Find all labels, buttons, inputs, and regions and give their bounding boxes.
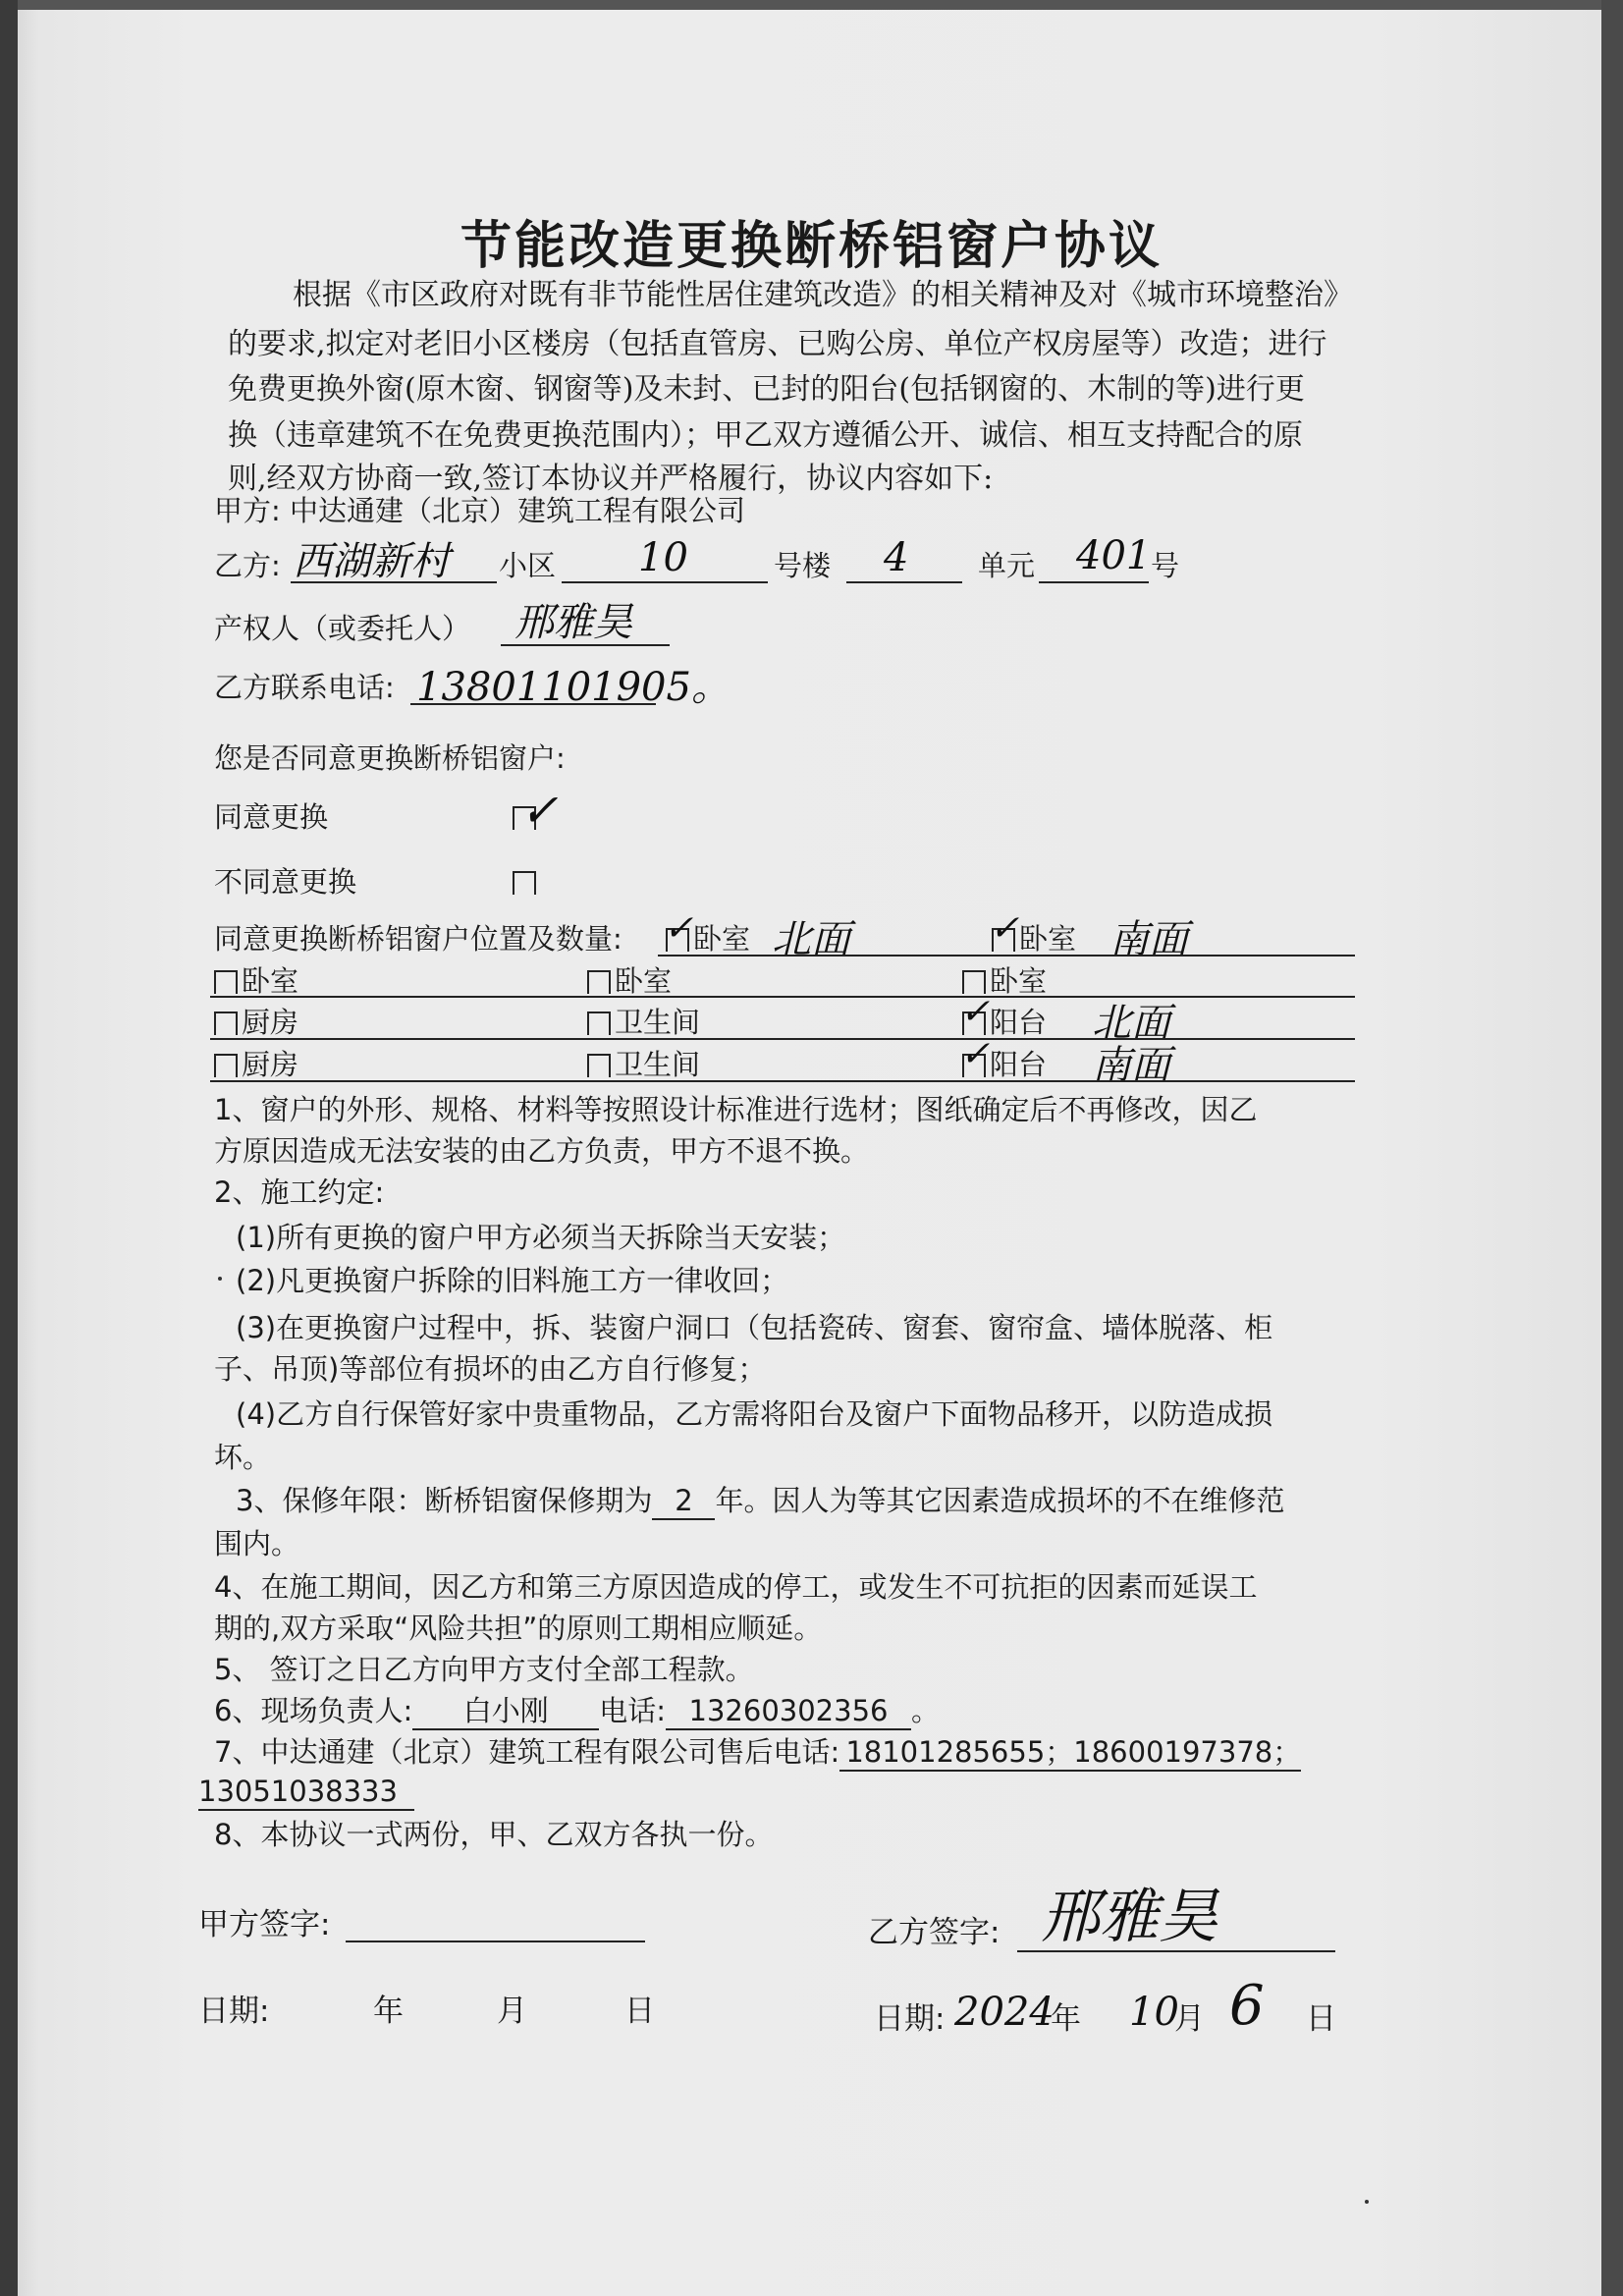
clause-3-suffix: 年。因人为等其它因素造成损坏的不在维修范 (715, 1484, 1285, 1517)
position-bedroom-south-label: 卧室 (1019, 922, 1077, 956)
position-row4-kitchen (214, 1047, 298, 1082)
unit-suffix: 单元 (978, 549, 1036, 582)
position-row4-bathroom-label: 卫生间 (615, 1048, 701, 1081)
after-sales-phone-3 (198, 1774, 414, 1811)
disagree-checkbox (513, 864, 540, 900)
clause-6-phone-label: 电话: (599, 1694, 667, 1727)
clause-1-line-1: 1、窗户的外形、规格、材料等按照设计标准进行选材；图纸确定后不再修改，因乙 (214, 1093, 1258, 1126)
position-row2-bedroom-3-label: 卧室 (990, 964, 1048, 998)
positions-label: 同意更换断桥铝窗户位置及数量: (214, 922, 622, 956)
position-row4-bathroom (587, 1047, 700, 1082)
phone-underline (410, 703, 656, 705)
community-underline (291, 581, 497, 583)
after-sales-phones: 18101285655；18600197378； (839, 1734, 1301, 1772)
intro-line-1: 根据《市区政府对既有非节能性居住建筑改造》的相关精神及对《城市环境整治》 (293, 278, 1353, 312)
position-bedroom-south-note: 南面 (1109, 917, 1188, 962)
position-row3-kitchen (214, 1005, 298, 1040)
clause-2-item-1: (1)所有更换的窗户甲方必须当天拆除当天安装； (236, 1221, 846, 1254)
clause-3-line-1 (236, 1483, 1284, 1520)
agree-question: 您是否同意更换断桥铝窗户: (214, 741, 566, 775)
owner-signature: 邢雅昊 (514, 600, 632, 645)
position-row2-bedroom-1 (214, 963, 298, 999)
scan-speck (1365, 2200, 1369, 2204)
scan-edge-right (1601, 0, 1623, 2296)
party-b-month-value: 10 (1129, 1990, 1179, 2035)
position-row3-kitchen-label: 厨房 (242, 1006, 299, 1039)
community-suffix: 小区 (499, 549, 557, 582)
building-suffix: 号楼 (774, 549, 832, 582)
position-row3-balcony-label: 阳台 (990, 1006, 1048, 1039)
party-a-year: 年 (373, 1994, 404, 2029)
party-b-unit: 4 (884, 535, 909, 580)
clause-4-line-1: 4、在施工期间，因乙方和第三方原因造成的停工，或发生不可抗拒的因素而延误工 (214, 1570, 1258, 1604)
clause-3-line-2: 围内。 (214, 1527, 300, 1560)
clause-1-line-2: 方原因造成无法安装的由乙方负责，甲方不退不换。 (214, 1134, 870, 1168)
phone-label: 乙方联系电话: (214, 671, 395, 704)
building-underline (562, 581, 768, 583)
position-row3-bathroom (587, 1005, 700, 1040)
scan-speck (218, 1277, 222, 1281)
party-a-sign-line (346, 1941, 645, 1942)
clause-6 (214, 1693, 940, 1730)
warranty-years: 2 (652, 1483, 715, 1520)
clause-8: 8、本协议一式两份，甲、乙双方各执一份。 (214, 1818, 774, 1851)
position-bedroom-north-check: ✓ (664, 908, 694, 949)
owner-underline (501, 644, 670, 646)
clause-2-item-4-line-2: 坏。 (214, 1441, 272, 1474)
clause-4-line-2: 期的,双方采取“风险共担”的原则工期相应顺延。 (214, 1612, 823, 1645)
clause-6-prefix: 6、现场负责人: (214, 1694, 413, 1727)
position-row4-balcony-label: 阳台 (990, 1048, 1048, 1081)
agree-label: 同意更换 (214, 800, 329, 834)
party-a-day: 日 (624, 1994, 655, 2029)
clause-2-item-4-line-1: (4)乙方自行保管好家中贵重物品，乙方需将阳台及窗户下面物品移开，以防造成损 (236, 1397, 1273, 1431)
position-row4-balcony-check: ✓ (960, 1034, 991, 1074)
party-b-label: 乙方: (214, 549, 281, 582)
position-row2-bedroom-1-label: 卧室 (242, 964, 299, 998)
position-bedroom-south-check: ✓ (990, 908, 1020, 949)
party-a-month: 月 (497, 1994, 527, 2029)
party-a-sign-label: 甲方签字: (198, 1907, 331, 1942)
disagree-label: 不同意更换 (214, 865, 357, 899)
agree-check-mark: ✓ (520, 784, 559, 837)
intro-line-4: 换（违章建筑不在免费更换范围内）；甲乙双方遵循公开、诚信、相互支持配合的原 (228, 418, 1303, 453)
party-b-month: 月 (1174, 2001, 1205, 2037)
position-row4-kitchen-label: 厨房 (242, 1048, 299, 1081)
positions-row-4-underline (210, 1080, 1355, 1082)
position-row2-bedroom-2-label: 卧室 (615, 964, 673, 998)
clause-3-prefix: 3、保修年限：断桥铝窗保修期为 (236, 1484, 653, 1517)
positions-row-3-underline (210, 1038, 1355, 1040)
party-b-day-value: 6 (1229, 1974, 1265, 2038)
clause-2-item-3-line-2: 子、吊顶)等部位有损坏的由乙方自行修复； (214, 1352, 767, 1386)
position-row3-bathroom-label: 卫生间 (615, 1006, 701, 1039)
party-a-date-label: 日期: (198, 1994, 270, 2029)
owner-label: 产权人（或委托人） (214, 612, 471, 645)
position-row4-balcony-note: 南面 (1092, 1043, 1170, 1088)
phone-value: 13801101905。 (416, 665, 730, 710)
room-underline (1039, 581, 1149, 583)
unit-underline (846, 581, 962, 583)
positions-row-2-underline (210, 996, 1355, 998)
party-a: 甲方: 中达通建（北京）建筑工程有限公司 (214, 494, 745, 527)
party-b-sign-line (1017, 1950, 1335, 1952)
clause-2-heading: 2、施工约定: (214, 1175, 385, 1209)
position-bedroom-north-note: 北面 (772, 917, 850, 962)
party-b-date-label: 日期: (874, 2001, 946, 2037)
page-title: 节能改造更换断桥铝窗户协议 (460, 216, 1163, 276)
party-b-building: 10 (638, 535, 688, 580)
intro-line-2: 的要求,拟定对老旧小区楼房（包括直管房、已购公房、单位产权房屋等）改造；进行 (228, 327, 1327, 361)
position-row3-balcony-check: ✓ (960, 992, 991, 1032)
positions-row-1-underline (658, 955, 1355, 957)
party-b-sign-label: 乙方签字: (868, 1915, 1001, 1950)
room-suffix: 号 (1151, 549, 1180, 582)
clause-2-item-2: (2)凡更换窗户拆除的旧料施工方一律收回； (236, 1264, 789, 1297)
party-b-year: 年 (1051, 2001, 1081, 2037)
party-b-year-value: 2024 (954, 1990, 1055, 2035)
position-row2-bedroom-2 (587, 963, 672, 999)
clause-7-prefix: 7、中达通建（北京）建筑工程有限公司售后电话: (214, 1735, 840, 1769)
site-manager-name: 白小刚 (412, 1693, 599, 1730)
clause-5: 5、 签订之日乙方向甲方支付全部工程款。 (214, 1653, 754, 1686)
clause-2-item-3-line-1: (3)在更换窗户过程中，拆、装窗户洞口（包括瓷砖、窗套、窗帘盒、墙体脱落、柜 (236, 1311, 1273, 1344)
position-row3-balcony-note: 北面 (1092, 1001, 1170, 1046)
clause-6-end: 。 (911, 1694, 941, 1727)
scan-edge-top (0, 0, 1623, 10)
party-b-room: 401 (1076, 533, 1152, 578)
scan-edge-left (0, 0, 18, 2296)
intro-line-3: 免费更换外窗(原木窗、钢窗等)及未封、已封的阳台(包括钢窗的、木制的等)进行更 (228, 372, 1305, 407)
party-b-community: 西湖新村 (293, 539, 450, 584)
after-sales-phone-3-value: 13051038333 (198, 1774, 414, 1811)
party-b-signature: 邢雅昊 (1041, 1883, 1217, 1951)
party-b-day: 日 (1306, 2001, 1336, 2037)
intro-line-5: 则,经双方协商一致,签订本协议并严格履行，协议内容如下: (228, 462, 994, 496)
site-manager-phone: 13260302356 (666, 1693, 911, 1730)
clause-7 (214, 1734, 1301, 1772)
position-bedroom-north-label: 卧室 (693, 922, 751, 956)
